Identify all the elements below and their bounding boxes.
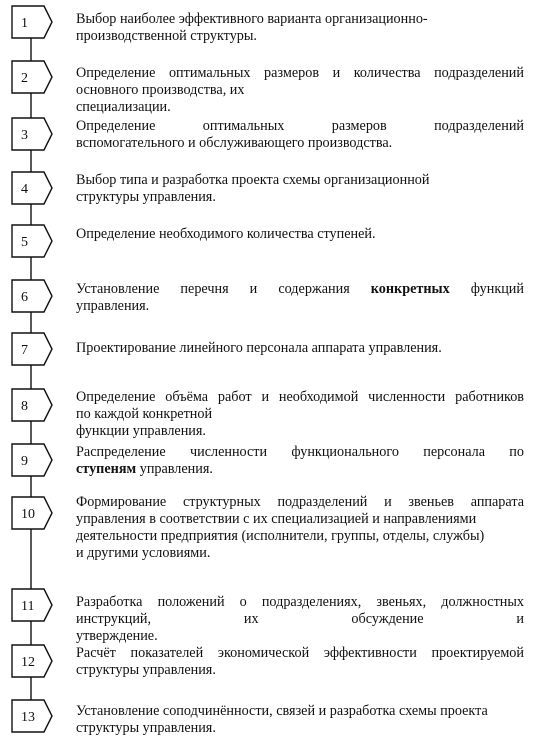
step-box bbox=[12, 497, 52, 529]
step-text bbox=[76, 389, 524, 440]
step-box-shape bbox=[12, 61, 52, 93]
step-text-line: Распределение численности функционального персонала по bbox=[76, 444, 524, 460]
step-box-shape bbox=[12, 172, 52, 204]
step-box bbox=[12, 645, 52, 677]
step-text-line: Проектирование линейного персонала аппарата управления. bbox=[76, 340, 442, 356]
step-text-line: Определение оптимальных размеров подразделений bbox=[76, 118, 524, 134]
step-text-line: Установление перечня и содержания конкретных функций bbox=[76, 281, 524, 297]
step-text-line: Формирование структурных подразделений и звеньев аппарата bbox=[76, 494, 524, 510]
step-box bbox=[12, 61, 52, 93]
step-text-line: специализации. bbox=[76, 99, 171, 115]
step-number: 6 bbox=[21, 290, 28, 305]
step-text-line: Установление соподчинённости, связей и разработка схемы проекта bbox=[76, 703, 488, 719]
step-text-line: инструкций, их обсуждение и bbox=[76, 611, 524, 627]
step-box bbox=[12, 700, 52, 732]
step-box-shape bbox=[12, 6, 52, 38]
step-text-line: Определение оптимальных размеров и количества подразделений bbox=[76, 65, 524, 81]
step-text bbox=[76, 703, 524, 737]
step-text-line: функции управления. bbox=[76, 423, 206, 439]
step-text-line: и другими условиями. bbox=[76, 545, 211, 561]
step-text-line: Определение необходимого количества ступеней. bbox=[76, 226, 376, 242]
step-boxes bbox=[12, 6, 52, 732]
step-number: 3 bbox=[21, 128, 28, 143]
step-text bbox=[76, 645, 524, 679]
step-box-shape bbox=[12, 225, 52, 257]
step-box-shape bbox=[12, 118, 52, 150]
step-text-line: основного производства, их bbox=[76, 82, 245, 98]
step-text-line: Выбор наиболее эффективного варианта организационно- bbox=[76, 11, 428, 27]
step-text-line: Расчёт показателей экономической эффективности проектируемой bbox=[76, 645, 524, 661]
step-text bbox=[76, 65, 524, 116]
step-text-line: ступеням управления. bbox=[76, 461, 213, 477]
step-number: 12 bbox=[21, 655, 35, 670]
step-box-shape bbox=[12, 333, 52, 365]
step-text bbox=[76, 281, 524, 315]
step-text bbox=[76, 340, 524, 357]
step-text bbox=[76, 172, 524, 206]
step-box bbox=[12, 333, 52, 365]
step-box bbox=[12, 280, 52, 312]
step-text-line: утверждение. bbox=[76, 628, 158, 644]
step-number: 9 bbox=[21, 454, 28, 469]
step-text-line: структуры управления. bbox=[76, 189, 216, 205]
step-text-line: вспомогательного и обслуживающего производства. bbox=[76, 135, 393, 151]
step-text-line: Выбор типа и разработка проекта схемы организационной bbox=[76, 172, 430, 188]
step-number: 11 bbox=[21, 599, 35, 614]
step-text-line: структуры управления. bbox=[76, 720, 216, 736]
step-number: 7 bbox=[21, 343, 28, 358]
step-box bbox=[12, 589, 52, 621]
step-number: 2 bbox=[21, 71, 28, 86]
step-number: 8 bbox=[21, 399, 28, 414]
step-text bbox=[76, 594, 524, 645]
step-number: 13 bbox=[21, 710, 35, 725]
step-text bbox=[76, 118, 524, 152]
step-box bbox=[12, 6, 52, 38]
step-text-line: Разработка положений о подразделениях, звеньях, должностных bbox=[76, 594, 524, 610]
step-number: 5 bbox=[21, 235, 28, 250]
step-text bbox=[76, 11, 524, 45]
step-text bbox=[76, 226, 524, 243]
step-number: 1 bbox=[21, 16, 28, 31]
step-number: 4 bbox=[21, 182, 28, 197]
step-box bbox=[12, 444, 52, 476]
step-box-shape bbox=[12, 389, 52, 421]
step-text bbox=[76, 494, 524, 562]
step-box bbox=[12, 118, 52, 150]
step-box bbox=[12, 389, 52, 421]
step-box-shape bbox=[12, 444, 52, 476]
step-number: 10 bbox=[21, 507, 35, 522]
step-text-line: управления. bbox=[76, 298, 150, 314]
step-box-shape bbox=[12, 280, 52, 312]
step-text-line: Определение объёма работ и необходимой численности работников bbox=[76, 389, 524, 405]
step-text-line: производственной структуры. bbox=[76, 28, 257, 44]
step-box bbox=[12, 172, 52, 204]
step-text-line: по каждой конкретной bbox=[76, 406, 213, 422]
step-box bbox=[12, 225, 52, 257]
step-text bbox=[76, 444, 524, 478]
step-text-line: структуры управления. bbox=[76, 662, 216, 678]
step-text-line: деятельности предприятия (исполнители, группы, отделы, службы) bbox=[76, 528, 485, 544]
step-text-line: управления в соответствии с их специализацией и направлениями bbox=[76, 511, 477, 527]
